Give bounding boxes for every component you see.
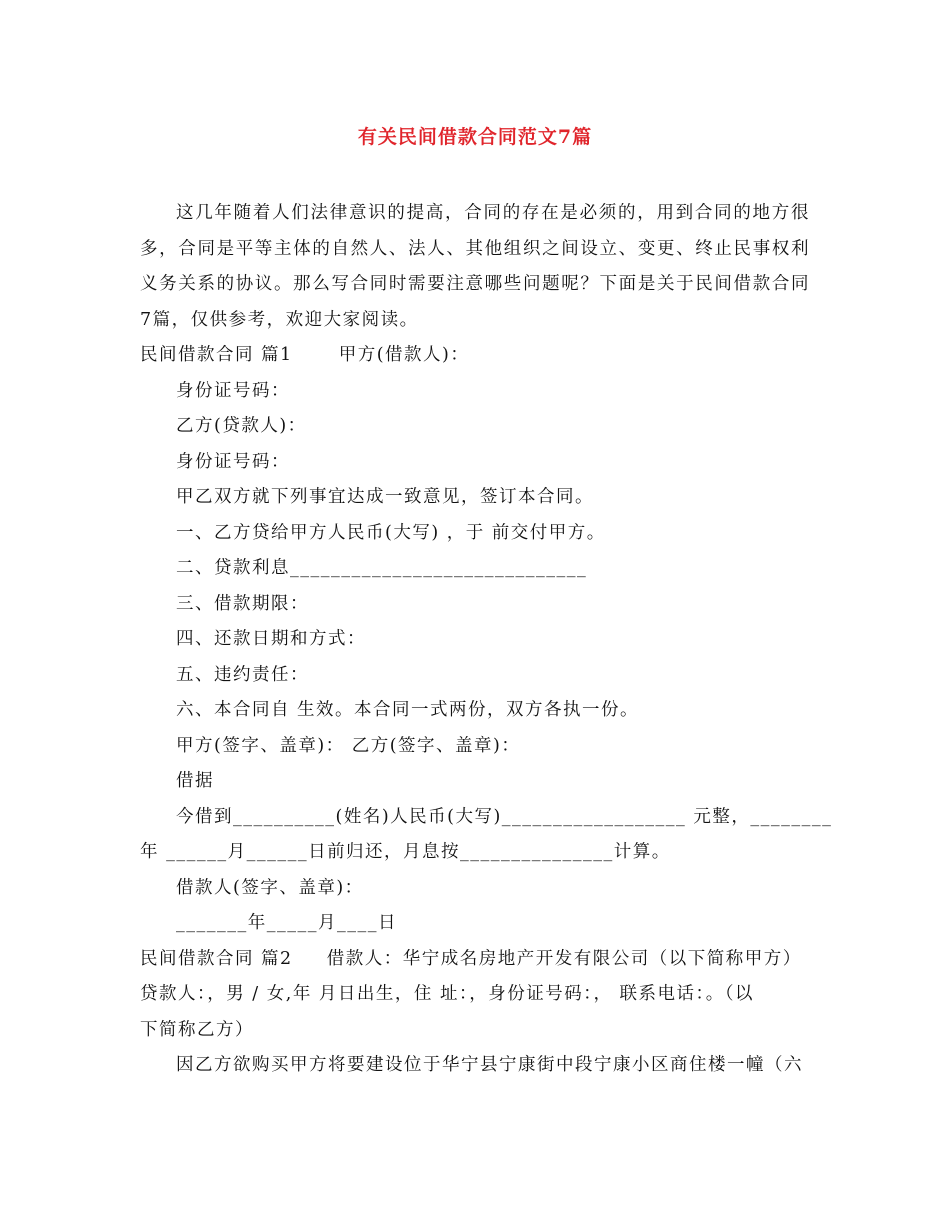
section2-heading-line — [140, 942, 810, 978]
section1-heading-line — [140, 338, 810, 374]
section2-heading: 民间借款合同 篇2 — [140, 948, 293, 969]
clause-2: 二、贷款利息_____________________________ — [176, 558, 588, 578]
date-line: _______年_____月____日 — [176, 913, 397, 933]
section1-heading: 民间借款合同 篇1 — [140, 345, 293, 365]
clause-4: 四、还款日期和方式： — [176, 629, 366, 649]
receipt-title: 借据 — [176, 771, 214, 791]
agreement-line: 甲乙双方就下列事宜达成一致意见，签订本合同。 — [176, 487, 594, 507]
id-b-label: 身份证号码： — [176, 451, 290, 472]
clause-6: 六、本合同自 生效。本合同一式两份，双方各执一份。 — [176, 700, 640, 720]
section2-paragraph: 因乙方欲购买甲方将要建设位于华宁县宁康街中段宁康小区商住楼一幢（六 — [176, 1055, 803, 1075]
lender-line-2: 下简称乙方） — [140, 1019, 254, 1040]
party-a-label: 甲方(借款人)： — [338, 345, 470, 365]
signature-line: 甲方(签字、盖章)： 乙方(签字、盖章)： — [176, 735, 521, 756]
lender-line-1: 贷款人：，男 / 女,年 月日出生，住 址：，身份证号码：， 联系电话：。（以 — [140, 984, 755, 1004]
receipt-line-1: 今借到__________(姓名)人民币(大写)__________________ 元整，________ — [176, 806, 833, 827]
party-b-label: 乙方(贷款人)： — [176, 416, 307, 436]
clause-3: 三、借款期限： — [176, 593, 309, 614]
document-title: 有关民间借款合同范文7篇 — [357, 126, 593, 148]
receipt-line-2: 年 ______月______日前归还，月息按_______________计算。 — [140, 842, 671, 862]
document-body — [140, 196, 833, 1084]
borrower-signature: 借款人(签字、盖章)： — [176, 877, 364, 898]
clause-5: 五、违约责任： — [176, 664, 309, 685]
id-a-label: 身份证号码： — [176, 380, 290, 401]
clause-1: 一、乙方贷给甲方人民币(大写) ，于 前交付甲方。 — [176, 522, 606, 543]
borrower-info: 借款人：华宁成名房地产开发有限公司（以下简称甲方） — [326, 948, 802, 969]
intro-paragraph: 这几年随着人们法律意识的提高，合同的存在是必须的，用到合同的地方很多，合同是平等主体的自然人、法人、其他组织之间设立、变更、终止民事权利义务关系的协议。那么写合同时需要注意哪些问题呢？下面是关于民间借款合同7篇，仅供参考，欢迎大家阅读。 — [140, 203, 810, 330]
